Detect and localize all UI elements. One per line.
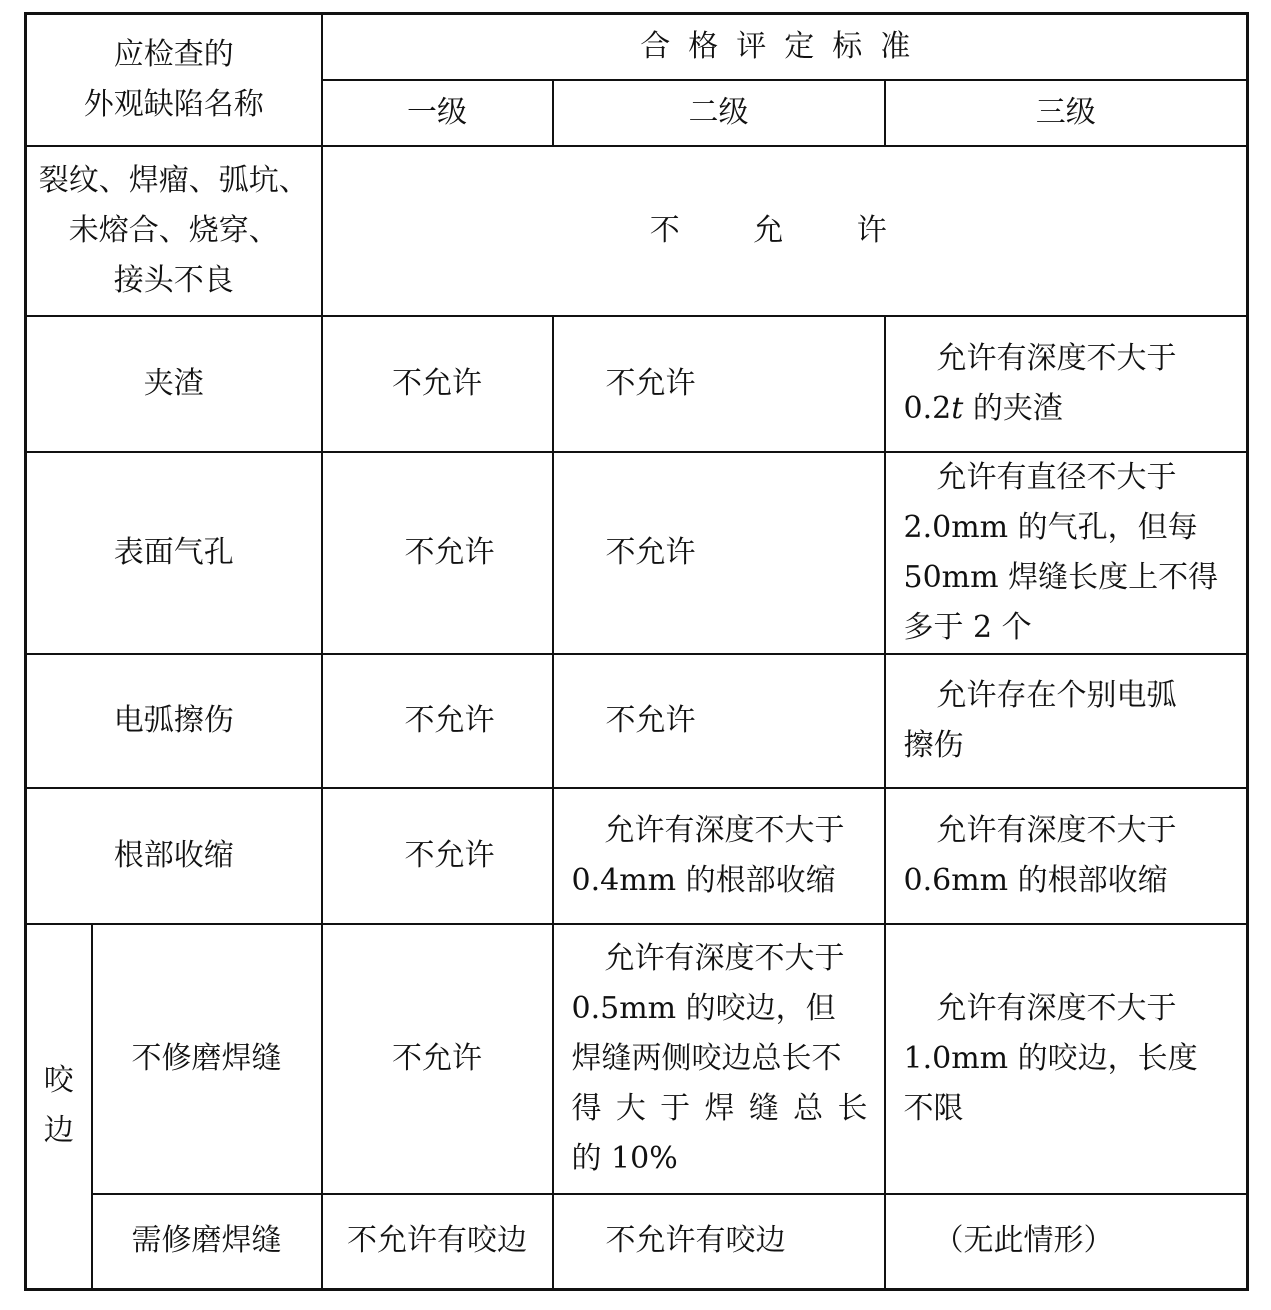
weld-defect-criteria-table	[24, 12, 1249, 1291]
slag-grade3-thickness-symbol: t	[951, 390, 964, 426]
root-shrink-grade2-line2: 0.4mm 的根部收缩	[571, 862, 836, 898]
undercut-grind-name: 需修磨焊缝	[92, 1194, 322, 1290]
undercut-no-grind-grade2-line2: 0.5mm 的咬边，但	[571, 990, 836, 1026]
undercut-no-grind-grade2-line4: 得大于焊缝总长	[571, 1090, 868, 1126]
table-row-porosity	[26, 452, 1248, 654]
undercut-no-grind-grade3-line3: 不限	[903, 1090, 964, 1126]
undercut-no-grind-grade2-line1: 允许有深度不大于	[604, 940, 845, 976]
crack-name-line1: 裂纹、焊瘤、弧坑、	[38, 162, 309, 198]
root-shrink-name: 根部收缩	[26, 788, 322, 924]
root-shrink-grade3	[885, 788, 1248, 924]
criteria-header-cell	[322, 14, 1248, 80]
root-shrink-grade3-line1: 允许有深度不大于	[936, 812, 1177, 848]
grade1-header: 一级	[322, 80, 553, 146]
porosity-grade3-line4: 多于 2 个	[903, 609, 1032, 645]
undercut-group-char1: 咬	[43, 1063, 74, 1099]
header-row-1	[26, 14, 1248, 80]
slag-grade2: 不允许	[553, 316, 885, 452]
grade3-header: 三级	[885, 80, 1248, 146]
slag-grade3-coef: 0.2	[903, 390, 952, 426]
table-row-arc-strike	[26, 654, 1248, 788]
root-shrink-grade1: 不允许	[322, 788, 553, 924]
arc-strike-grade3	[885, 654, 1248, 788]
undercut-no-grind-grade2	[553, 924, 885, 1194]
undercut-grind-grade2: 不允许有咬边	[553, 1194, 885, 1290]
table-row-crack	[26, 146, 1248, 316]
undercut-group-label	[26, 924, 92, 1290]
crack-value: 不 允 许	[649, 212, 919, 248]
porosity-grade3-line3: 50mm 焊缝长度上不得	[903, 559, 1219, 595]
porosity-grade3-line2: 2.0mm 的气孔，但每	[903, 509, 1198, 545]
slag-grade1: 不允许	[322, 316, 553, 452]
slag-grade3-line1: 允许有深度不大于	[936, 340, 1177, 376]
undercut-no-grind-grade3-line1: 允许有深度不大于	[936, 990, 1177, 1026]
crack-name-line3: 接头不良	[113, 262, 234, 298]
crack-value-cell	[322, 146, 1248, 316]
defect-name-header	[26, 14, 322, 146]
table-row-slag	[26, 316, 1248, 452]
slag-grade3	[885, 316, 1248, 452]
root-shrink-grade2-line1: 允许有深度不大于	[604, 812, 845, 848]
undercut-no-grind-name: 不修磨焊缝	[92, 924, 322, 1194]
arc-strike-name: 电弧擦伤	[26, 654, 322, 788]
arc-strike-grade3-line1: 允许存在个别电弧	[936, 677, 1177, 713]
undercut-no-grind-grade2-line5: 的 10%	[571, 1140, 678, 1176]
porosity-grade1: 不允许	[322, 452, 553, 654]
arc-strike-grade2: 不允许	[553, 654, 885, 788]
table-row-root-shrink	[26, 788, 1248, 924]
table-row-undercut-no-grind	[26, 924, 1248, 1194]
crack-name-line2: 未熔合、烧穿、	[68, 212, 279, 248]
slag-grade3-suffix: 的夹渣	[963, 390, 1063, 426]
arc-strike-grade3-line2: 擦伤	[903, 727, 964, 763]
porosity-name: 表面气孔	[26, 452, 322, 654]
slag-grade3-line2	[904, 384, 1231, 434]
crack-name-cell	[26, 146, 322, 316]
criteria-header: 合格评定标准	[640, 28, 929, 64]
table-row-undercut-grind	[26, 1194, 1248, 1290]
undercut-grind-grade1: 不允许有咬边	[322, 1194, 553, 1290]
slag-name: 夹渣	[26, 316, 322, 452]
root-shrink-grade2	[553, 788, 885, 924]
defect-name-header-line1: 应检查的	[113, 36, 234, 72]
porosity-grade2: 不允许	[553, 452, 885, 654]
undercut-group-char2: 边	[43, 1113, 74, 1149]
arc-strike-grade1: 不允许	[322, 654, 553, 788]
grade2-header: 二级	[553, 80, 885, 146]
undercut-no-grind-grade2-line3: 焊缝两侧咬边总长不	[571, 1040, 842, 1076]
undercut-grind-grade3: （无此情形）	[885, 1194, 1248, 1290]
undercut-no-grind-grade3	[885, 924, 1248, 1194]
defect-name-header-line2: 外观缺陷名称	[83, 86, 264, 122]
porosity-grade3-line1: 允许有直径不大于	[936, 459, 1177, 495]
porosity-grade3	[885, 452, 1248, 654]
root-shrink-grade3-line2: 0.6mm 的根部收缩	[903, 862, 1168, 898]
undercut-no-grind-grade1: 不允许	[322, 924, 553, 1194]
undercut-no-grind-grade3-line2: 1.0mm 的咬边，长度	[903, 1040, 1198, 1076]
